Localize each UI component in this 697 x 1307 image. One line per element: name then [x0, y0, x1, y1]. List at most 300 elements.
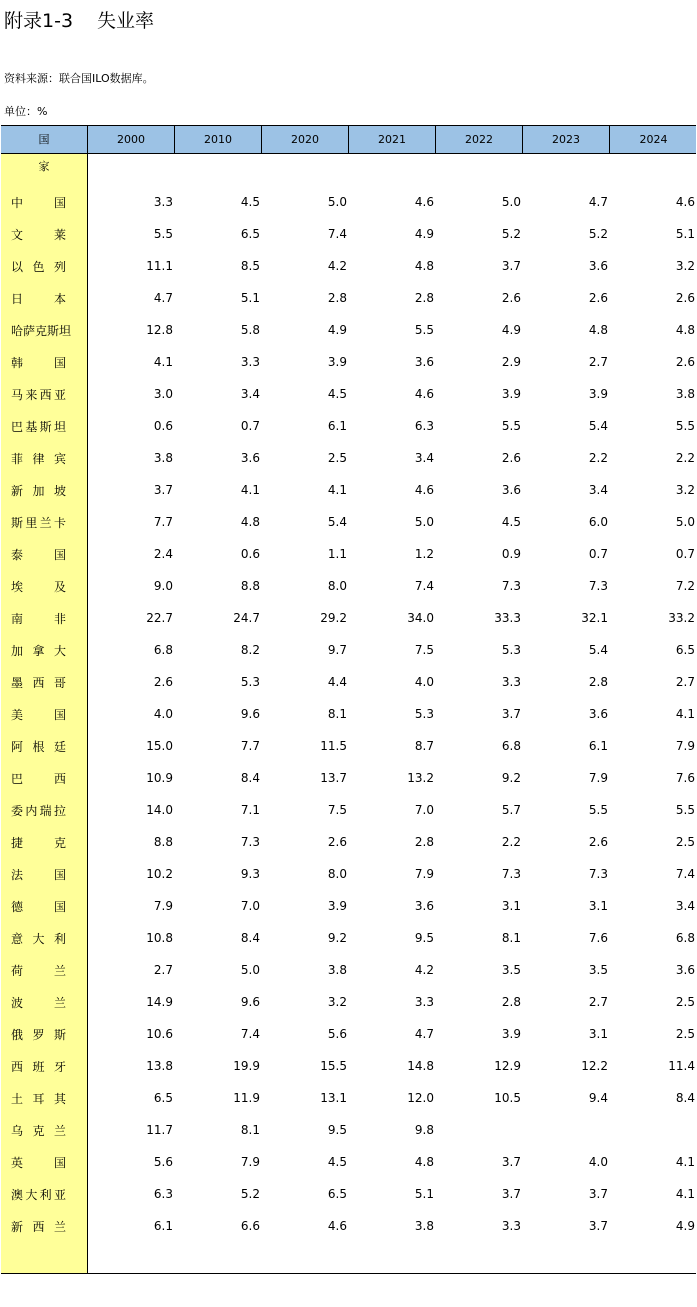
rate-cell: 3.3 — [153, 195, 173, 209]
rate-cell: 2.7 — [675, 675, 695, 689]
table-row — [1, 346, 696, 378]
table-row — [1, 506, 696, 538]
header-year: 2010 — [175, 126, 262, 153]
rate-cell: 8.2 — [240, 643, 260, 657]
rate-cell: 2.8 — [501, 995, 521, 1009]
rate-cell: 29.2 — [320, 611, 347, 625]
rate-cell: 3.6 — [414, 355, 434, 369]
rate-cell: 4.2 — [414, 963, 434, 977]
rate-cell: 2.8 — [327, 291, 347, 305]
table-row — [1, 1082, 696, 1114]
rate-cell: 3.7 — [501, 259, 521, 273]
rate-cell: 6.5 — [675, 643, 695, 657]
rate-cell: 8.4 — [240, 771, 260, 785]
rate-cell: 7.1 — [240, 803, 260, 817]
rate-cell: 22.7 — [146, 611, 173, 625]
rate-cell: 12.2 — [581, 1059, 608, 1073]
rate-cell: 3.5 — [588, 963, 608, 977]
rate-cell: 2.5 — [327, 451, 347, 465]
rate-cell: 4.9 — [675, 1219, 695, 1233]
rate-cell: 5.4 — [588, 419, 608, 433]
rate-cell: 3.7 — [501, 1187, 521, 1201]
rate-cell: 5.0 — [675, 515, 695, 529]
header-year: 2023 — [523, 126, 610, 153]
rate-cell: 3.9 — [501, 1027, 521, 1041]
rate-cell: 9.2 — [501, 771, 521, 785]
rate-cell: 7.3 — [501, 867, 521, 881]
rate-cell: 0.7 — [675, 547, 695, 561]
table-row — [1, 858, 696, 890]
table-row — [1, 1018, 696, 1050]
country-name: 乌克兰 — [11, 1124, 66, 1138]
rate-cell: 12.8 — [146, 323, 173, 337]
country-name: 日本 — [11, 292, 66, 306]
rate-cell: 0.9 — [501, 547, 521, 561]
country-name: 澳大利亚 — [11, 1188, 66, 1202]
country-name: 新西兰 — [11, 1220, 66, 1234]
country-name: 俄罗斯 — [11, 1028, 66, 1042]
title-prefix: 附录1-3 — [4, 10, 74, 32]
rate-cell: 32.1 — [581, 611, 608, 625]
rate-cell: 5.5 — [501, 419, 521, 433]
rate-cell: 4.8 — [414, 1155, 434, 1169]
rate-cell: 2.6 — [501, 451, 521, 465]
country-name: 荷兰 — [11, 964, 66, 978]
rate-cell: 15.0 — [146, 739, 173, 753]
rate-cell: 10.9 — [146, 771, 173, 785]
rate-cell: 8.0 — [327, 867, 347, 881]
unemployment-table — [1, 125, 696, 173]
rate-cell: 3.6 — [414, 899, 434, 913]
rate-cell: 3.4 — [588, 483, 608, 497]
rate-cell: 9.0 — [153, 579, 173, 593]
rate-cell: 24.7 — [233, 611, 260, 625]
rate-cell: 4.5 — [240, 195, 260, 209]
rate-cell: 2.6 — [675, 355, 695, 369]
rate-cell: 6.1 — [327, 419, 347, 433]
rate-cell: 5.1 — [414, 1187, 434, 1201]
table-body — [1, 186, 696, 1242]
rate-cell: 6.1 — [153, 1219, 173, 1233]
table-header — [1, 125, 696, 173]
rate-cell: 9.6 — [240, 995, 260, 1009]
rate-cell: 7.9 — [588, 771, 608, 785]
rate-cell: 1.1 — [327, 547, 347, 561]
country-name: 墨西哥 — [11, 676, 66, 690]
table-row — [1, 570, 696, 602]
rate-cell: 6.5 — [327, 1187, 347, 1201]
rate-cell: 12.9 — [494, 1059, 521, 1073]
rate-cell: 9.7 — [327, 643, 347, 657]
rate-cell: 4.0 — [153, 707, 173, 721]
table-row — [1, 698, 696, 730]
rate-cell: 3.7 — [153, 483, 173, 497]
country-name: 以色列 — [11, 260, 66, 274]
rate-cell: 5.2 — [240, 1187, 260, 1201]
rate-cell: 3.4 — [675, 899, 695, 913]
header-year: 2000 — [88, 126, 175, 153]
table-row — [1, 1178, 696, 1210]
rate-cell: 7.4 — [240, 1027, 260, 1041]
rate-cell: 3.9 — [327, 899, 347, 913]
title-main: 失业率 — [97, 10, 155, 32]
table-row — [1, 602, 696, 634]
country-name: 哈萨克斯坦 — [11, 324, 72, 338]
rate-cell: 1.2 — [414, 547, 434, 561]
rate-cell: 4.6 — [414, 195, 434, 209]
rate-cell: 7.9 — [675, 739, 695, 753]
rate-cell: 4.9 — [414, 227, 434, 241]
rate-cell: 13.8 — [146, 1059, 173, 1073]
rate-cell: 5.4 — [327, 515, 347, 529]
rate-cell: 6.3 — [414, 419, 434, 433]
rate-cell: 0.6 — [153, 419, 173, 433]
table-row — [1, 666, 696, 698]
rate-cell: 4.4 — [327, 675, 347, 689]
rate-cell: 6.3 — [153, 1187, 173, 1201]
rate-cell: 2.7 — [588, 355, 608, 369]
rate-cell: 6.1 — [588, 739, 608, 753]
rate-cell: 3.2 — [327, 995, 347, 1009]
country-name: 文莱 — [11, 228, 66, 242]
rate-cell: 8.7 — [414, 739, 434, 753]
rate-cell: 3.3 — [501, 675, 521, 689]
rate-cell: 7.2 — [675, 579, 695, 593]
header-year: 2020 — [262, 126, 349, 153]
rate-cell: 11.7 — [146, 1123, 173, 1137]
rate-cell: 4.1 — [675, 1187, 695, 1201]
rate-cell: 0.7 — [588, 547, 608, 561]
rate-cell: 5.5 — [414, 323, 434, 337]
rate-cell: 13.2 — [407, 771, 434, 785]
rate-cell: 5.4 — [588, 643, 608, 657]
rate-cell: 4.8 — [414, 259, 434, 273]
rate-cell: 3.6 — [501, 483, 521, 497]
header-country: 国家 — [1, 126, 88, 153]
country-name: 新加坡 — [11, 484, 66, 498]
rate-cell: 2.2 — [501, 835, 521, 849]
rate-cell: 7.9 — [240, 1155, 260, 1169]
rate-cell: 5.0 — [414, 515, 434, 529]
rate-cell: 3.8 — [675, 387, 695, 401]
rate-cell: 3.5 — [501, 963, 521, 977]
rate-cell: 9.6 — [240, 707, 260, 721]
rate-cell: 8.8 — [153, 835, 173, 849]
rate-cell: 3.6 — [675, 963, 695, 977]
table-row — [1, 538, 696, 570]
rate-cell: 5.3 — [501, 643, 521, 657]
country-name: 南非 — [11, 612, 66, 626]
rate-cell: 4.9 — [501, 323, 521, 337]
rate-cell: 5.1 — [240, 291, 260, 305]
rate-cell: 2.4 — [153, 547, 173, 561]
table-row — [1, 634, 696, 666]
rate-cell: 2.5 — [675, 835, 695, 849]
rate-cell: 11.9 — [233, 1091, 260, 1105]
rate-cell: 3.1 — [588, 1027, 608, 1041]
rate-cell: 2.2 — [588, 451, 608, 465]
country-name: 泰国 — [11, 548, 66, 562]
rate-cell: 3.3 — [501, 1219, 521, 1233]
rate-cell: 6.8 — [153, 643, 173, 657]
country-name: 德国 — [11, 900, 66, 914]
rate-cell: 2.6 — [153, 675, 173, 689]
rate-cell: 9.8 — [414, 1123, 434, 1137]
table-row — [1, 474, 696, 506]
table-row — [1, 378, 696, 410]
rate-cell: 7.3 — [501, 579, 521, 593]
rate-cell: 14.9 — [146, 995, 173, 1009]
rate-cell: 5.5 — [153, 227, 173, 241]
rate-cell: 2.8 — [414, 835, 434, 849]
rate-cell: 3.3 — [414, 995, 434, 1009]
rate-cell: 7.3 — [588, 867, 608, 881]
table-row — [1, 218, 696, 250]
rate-cell: 8.0 — [327, 579, 347, 593]
rate-cell: 7.6 — [675, 771, 695, 785]
table-row — [1, 1114, 696, 1146]
rate-cell: 8.1 — [327, 707, 347, 721]
rate-cell: 11.1 — [146, 259, 173, 273]
rate-cell: 2.6 — [327, 835, 347, 849]
rate-cell: 3.6 — [588, 707, 608, 721]
rate-cell: 2.7 — [588, 995, 608, 1009]
rate-cell: 13.1 — [320, 1091, 347, 1105]
rate-cell: 7.3 — [588, 579, 608, 593]
rate-cell: 2.8 — [414, 291, 434, 305]
table-row — [1, 1210, 696, 1242]
rate-cell: 3.1 — [588, 899, 608, 913]
data-source-note: 资料来源：联合国ILO数据库。 — [4, 72, 154, 85]
rate-cell: 6.8 — [501, 739, 521, 753]
rate-cell: 8.1 — [240, 1123, 260, 1137]
rate-cell: 4.6 — [414, 483, 434, 497]
rate-cell: 4.5 — [501, 515, 521, 529]
rate-cell: 8.4 — [675, 1091, 695, 1105]
rate-cell: 8.4 — [240, 931, 260, 945]
rate-cell: 3.7 — [588, 1187, 608, 1201]
rate-cell: 7.5 — [414, 643, 434, 657]
rate-cell: 7.4 — [414, 579, 434, 593]
rate-cell: 5.7 — [501, 803, 521, 817]
rate-cell: 4.1 — [675, 707, 695, 721]
rate-cell: 3.4 — [414, 451, 434, 465]
rate-cell: 7.7 — [153, 515, 173, 529]
rate-cell: 4.6 — [327, 1219, 347, 1233]
rate-cell: 9.4 — [588, 1091, 608, 1105]
table-row — [1, 442, 696, 474]
rate-cell: 5.2 — [588, 227, 608, 241]
table-row — [1, 794, 696, 826]
rate-cell: 3.7 — [501, 1155, 521, 1169]
rate-cell: 2.6 — [675, 291, 695, 305]
rate-cell: 7.4 — [327, 227, 347, 241]
rate-cell: 0.7 — [240, 419, 260, 433]
rate-cell: 4.5 — [327, 1155, 347, 1169]
rate-cell: 9.2 — [327, 931, 347, 945]
unit-note: 单位：% — [4, 105, 48, 118]
rate-cell: 4.7 — [588, 195, 608, 209]
rate-cell: 8.5 — [240, 259, 260, 273]
rate-cell: 3.2 — [675, 483, 695, 497]
country-name: 中国 — [11, 196, 66, 210]
rate-cell: 5.3 — [240, 675, 260, 689]
rate-cell: 4.8 — [240, 515, 260, 529]
rate-cell: 4.8 — [588, 323, 608, 337]
rate-cell: 3.9 — [327, 355, 347, 369]
rate-cell: 8.1 — [501, 931, 521, 945]
rate-cell: 5.0 — [327, 195, 347, 209]
country-name: 法国 — [11, 868, 66, 882]
rate-cell: 5.0 — [240, 963, 260, 977]
rate-cell: 19.9 — [233, 1059, 260, 1073]
rate-cell: 7.3 — [240, 835, 260, 849]
table-row — [1, 282, 696, 314]
header-year: 2024 — [639, 133, 668, 146]
country-name: 美国 — [11, 708, 66, 722]
rate-cell: 5.3 — [414, 707, 434, 721]
rate-cell: 3.9 — [588, 387, 608, 401]
rate-cell: 7.7 — [240, 739, 260, 753]
rate-cell: 5.6 — [153, 1155, 173, 1169]
table-row — [1, 186, 696, 218]
rate-cell: 9.5 — [414, 931, 434, 945]
rate-cell: 6.8 — [675, 931, 695, 945]
rate-cell: 13.7 — [320, 771, 347, 785]
rate-cell: 3.2 — [675, 259, 695, 273]
rate-cell: 4.1 — [153, 355, 173, 369]
rate-cell: 5.5 — [675, 803, 695, 817]
table-row — [1, 762, 696, 794]
table-row — [1, 1050, 696, 1082]
rate-cell: 7.0 — [240, 899, 260, 913]
rate-cell: 33.2 — [668, 611, 695, 625]
header-year: 2021 — [349, 126, 436, 153]
table-row — [1, 986, 696, 1018]
rate-cell: 7.0 — [414, 803, 434, 817]
country-name: 意大利 — [11, 932, 66, 946]
rate-cell: 14.8 — [407, 1059, 434, 1073]
rate-cell: 4.7 — [414, 1027, 434, 1041]
rate-cell: 2.5 — [675, 995, 695, 1009]
country-name: 英国 — [11, 1156, 66, 1170]
rate-cell: 6.5 — [240, 227, 260, 241]
rate-cell: 3.9 — [501, 387, 521, 401]
rate-cell: 5.2 — [501, 227, 521, 241]
rate-cell: 2.7 — [153, 963, 173, 977]
rate-cell: 10.5 — [494, 1091, 521, 1105]
table-bottom-border — [1, 1273, 696, 1274]
country-name: 西班牙 — [11, 1060, 66, 1074]
rate-cell: 2.9 — [501, 355, 521, 369]
country-name: 捷克 — [11, 836, 66, 850]
rate-cell: 7.6 — [588, 931, 608, 945]
rate-cell: 5.0 — [501, 195, 521, 209]
rate-cell: 3.8 — [327, 963, 347, 977]
rate-cell: 7.9 — [414, 867, 434, 881]
country-name: 巴西 — [11, 772, 66, 786]
table-row — [1, 954, 696, 986]
rate-cell: 4.0 — [414, 675, 434, 689]
rate-cell: 11.5 — [320, 739, 347, 753]
table-row — [1, 922, 696, 954]
table-row — [1, 890, 696, 922]
rate-cell: 4.1 — [240, 483, 260, 497]
rate-cell: 3.7 — [501, 707, 521, 721]
rate-cell: 33.3 — [494, 611, 521, 625]
rate-cell: 3.4 — [240, 387, 260, 401]
country-name: 阿根廷 — [11, 740, 66, 754]
table-row — [1, 410, 696, 442]
rate-cell: 6.5 — [153, 1091, 173, 1105]
rate-cell: 5.1 — [675, 227, 695, 241]
rate-cell: 8.8 — [240, 579, 260, 593]
rate-cell: 4.2 — [327, 259, 347, 273]
table-row — [1, 730, 696, 762]
rate-cell: 10.8 — [146, 931, 173, 945]
rate-cell: 4.0 — [588, 1155, 608, 1169]
rate-cell: 4.1 — [675, 1155, 695, 1169]
rate-cell: 7.9 — [153, 899, 173, 913]
country-name: 菲律宾 — [11, 452, 66, 466]
header-year: 2022 — [436, 126, 523, 153]
rate-cell: 4.6 — [675, 195, 695, 209]
rate-cell: 4.1 — [327, 483, 347, 497]
rate-cell: 14.0 — [146, 803, 173, 817]
table-row — [1, 826, 696, 858]
rate-cell: 10.2 — [146, 867, 173, 881]
rate-cell: 3.8 — [153, 451, 173, 465]
rate-cell: 4.7 — [153, 291, 173, 305]
rate-cell: 3.8 — [414, 1219, 434, 1233]
rate-cell: 6.0 — [588, 515, 608, 529]
country-name: 巴基斯坦 — [11, 420, 66, 434]
rate-cell: 4.9 — [327, 323, 347, 337]
rate-cell: 5.6 — [327, 1027, 347, 1041]
rate-cell: 3.6 — [588, 259, 608, 273]
table-row — [1, 250, 696, 282]
rate-cell: 2.6 — [588, 291, 608, 305]
rate-cell: 0.6 — [240, 547, 260, 561]
country-name: 委内瑞拉 — [11, 804, 66, 818]
rate-cell: 9.5 — [327, 1123, 347, 1137]
rate-cell: 4.5 — [327, 387, 347, 401]
rate-cell: 15.5 — [320, 1059, 347, 1073]
rate-cell: 7.5 — [327, 803, 347, 817]
rate-cell: 6.6 — [240, 1219, 260, 1233]
rate-cell: 12.0 — [407, 1091, 434, 1105]
rate-cell: 3.1 — [501, 899, 521, 913]
rate-cell: 2.8 — [588, 675, 608, 689]
rate-cell: 10.6 — [146, 1027, 173, 1041]
rate-cell: 4.8 — [675, 323, 695, 337]
table-row — [1, 314, 696, 346]
rate-cell: 4.6 — [414, 387, 434, 401]
country-name: 土耳其 — [11, 1092, 66, 1106]
country-name: 加拿大 — [11, 644, 66, 658]
rate-cell: 3.3 — [240, 355, 260, 369]
page-title — [4, 6, 154, 33]
rate-cell: 9.3 — [240, 867, 260, 881]
rate-cell: 34.0 — [407, 611, 434, 625]
country-name: 韩国 — [11, 356, 66, 370]
rate-cell: 3.7 — [588, 1219, 608, 1233]
rate-cell: 2.2 — [675, 451, 695, 465]
rate-cell: 3.6 — [240, 451, 260, 465]
country-name: 斯里兰卡 — [11, 516, 66, 530]
rate-cell: 2.6 — [588, 835, 608, 849]
rate-cell: 7.4 — [675, 867, 695, 881]
